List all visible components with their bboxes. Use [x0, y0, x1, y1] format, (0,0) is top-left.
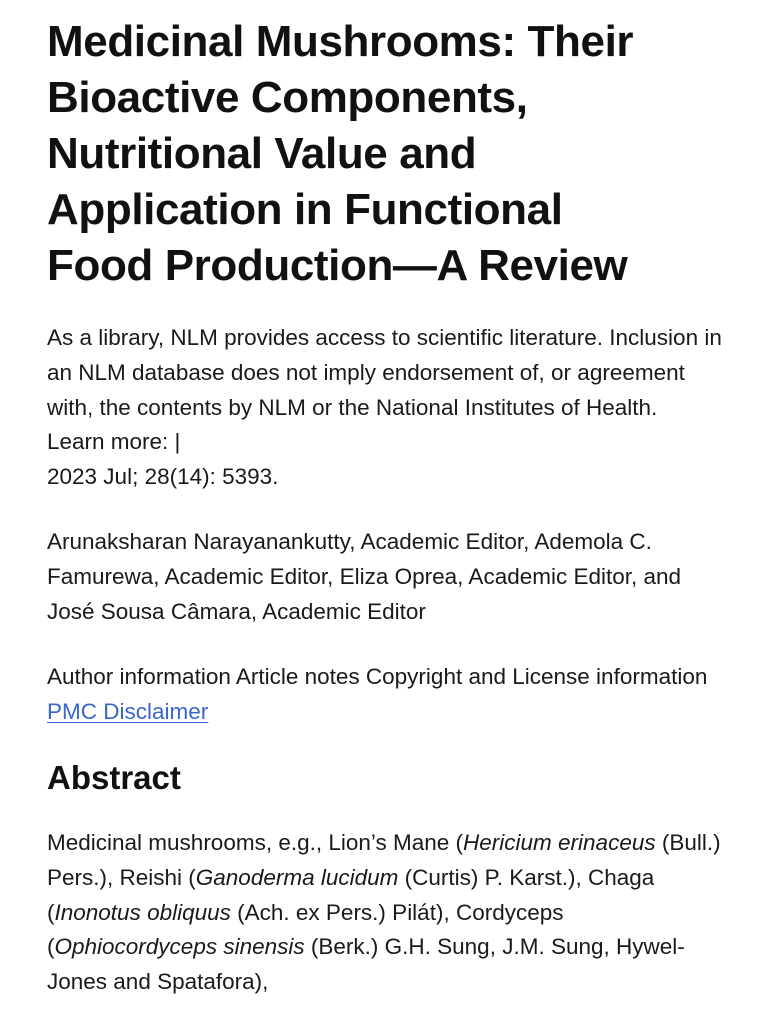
species-name: Hericium erinaceus	[463, 829, 656, 855]
title-line: Application in Functional	[47, 185, 563, 234]
learn-more-text[interactable]: Learn more: |	[47, 429, 181, 455]
article-info-line	[47, 660, 727, 730]
abstract-text: (Curtis) P. Karst.), Chaga (	[47, 864, 655, 925]
editor-list: Arunaksharan Narayanankutty, Academic Editor, Ademola C. Famurewa, Academic Editor, Eliza Oprea, Academic Editor, and José Sousa Câmara, Academic Editor	[47, 528, 682, 624]
library-notice	[47, 321, 727, 495]
article-title	[47, 14, 727, 294]
article-page	[47, 14, 727, 1000]
species-name: Inonotus obliquus	[54, 899, 231, 925]
species-name: Ophiocordyceps sinensis	[54, 934, 305, 960]
title-line: Food Production—A Review	[47, 241, 628, 290]
abstract-text: (Bull.) Pers.), Reishi (	[47, 829, 721, 890]
species-name: Ganoderma lucidum	[195, 864, 399, 890]
abstract-text: (Ach. ex Pers.) Pilát), Cordyceps (	[47, 899, 564, 960]
abstract-paragraph	[47, 826, 727, 1000]
library-notice-text: As a library, NLM provides access to scientific literature. Inclusion in an NLM database does not imply endorsement of, or agreement with, the contents by NLM or the National Institutes of Health.	[47, 325, 722, 420]
article-info-text[interactable]: Author information Article notes Copyright and License information	[47, 664, 708, 690]
abstract-heading: Abstract	[47, 758, 181, 796]
abstract-text: Medicinal mushrooms, e.g., Lion’s Mane (	[47, 829, 464, 855]
abstract-text: (Berk.) G.H. Sung, J.M. Sung, Hywel-Jones and Spatafora),	[47, 934, 685, 995]
citation-text: 2023 Jul; 28(14): 5393.	[47, 464, 279, 490]
pmc-disclaimer-link[interactable]: PMC Disclaimer	[47, 699, 209, 725]
title-line: Nutritional Value and	[47, 129, 477, 178]
title-line: Medicinal Mushrooms: Their	[47, 17, 634, 66]
title-line: Bioactive Components,	[47, 73, 528, 122]
